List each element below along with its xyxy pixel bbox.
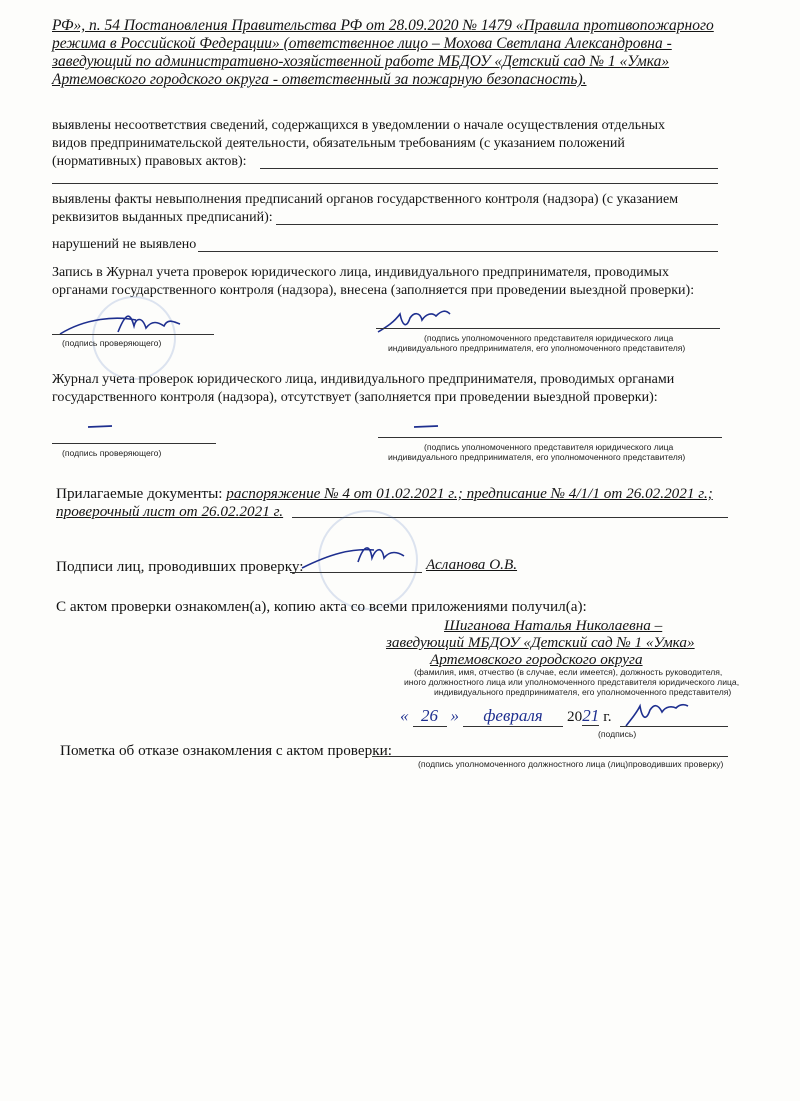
refusal-fill-line <box>372 756 728 757</box>
inspector-signature-caption-1: (подпись проверяющего) <box>62 338 162 348</box>
intro-paragraph <box>52 17 752 89</box>
intro-line-1: РФ», п. 54 Постановления Правительства РФ от 28.09.2020 № 1479 «Правила противопожарного <box>52 17 714 34</box>
refusal-label: Пометка об отказе ознакомления с актом проверки: <box>60 742 392 759</box>
attached-docs-value-1: распоряжение № 4 от 01.02.2021 г.; предписание № 4/1/1 от 26.02.2021 г.; <box>226 485 713 502</box>
inspector-signature-line-2 <box>52 443 216 444</box>
date-open-quote: « <box>400 706 409 725</box>
representative-caption-2a: (подпись уполномоченного представителя юридического лица <box>424 442 674 452</box>
representative-caption-1a: (подпись уполномоченного представителя юридического лица <box>424 333 674 343</box>
recipient-name-line-1: Шиганова Наталья Николаевна – <box>444 617 663 634</box>
intro-line-4: Артемовского городского округа - ответственный за пожарную безопасность). <box>52 71 587 88</box>
date-row <box>400 706 612 730</box>
unfulfilled-fill-line <box>276 224 718 225</box>
discrepancies-line-1: выявлены несоответствия сведений, содержащихся в уведомлении о начале осуществления отдельных <box>52 118 665 133</box>
no-violations-fill-line <box>198 251 718 252</box>
date-day: 26 <box>413 706 447 727</box>
attached-docs-row <box>56 485 713 502</box>
recipient-signature-line <box>620 726 728 727</box>
date-year-prefix: 20 <box>567 708 583 725</box>
recipient-sign-caption: (подпись) <box>598 729 637 739</box>
recipient-caption-2: иного должностного лица или уполномоченного представителя юридического лица, <box>404 677 740 687</box>
signer-name: Асланова О.В. <box>426 556 518 573</box>
attached-docs-value-2: проверочный лист от 26.02.2021 г. <box>56 503 284 520</box>
unfulfilled-line-2: реквизитов выданных предписаний): <box>52 210 273 225</box>
date-close-quote: » <box>450 706 459 725</box>
discrepancies-line-3: (нормативных) правовых актов): <box>52 154 247 169</box>
journal-absent-line-2: государственного контроля (надзора), отсутствует (заполняется при проведении выездной проверки): <box>52 390 658 405</box>
unfulfilled-line-1: выявлены факты невыполнения предписаний органов государственного контроля (надзора) (с указанием <box>52 192 679 207</box>
dash-mark-left <box>86 424 116 430</box>
inspector-signature-3 <box>300 538 430 572</box>
discrepancies-line-2: видов предпринимательской деятельности, обязательным требованиям (с указанием положений <box>52 136 625 151</box>
representative-signature-line-1 <box>376 328 720 329</box>
date-year-suffix: 21 <box>582 706 600 725</box>
journal-absent-line-1: Журнал учета проверок юридического лица, индивидуального предпринимателя, проводимых органами <box>52 372 675 387</box>
recipient-caption-3: индивидуального предпринимателя, его уполномоченного представителя) <box>434 687 732 697</box>
representative-signature-1 <box>376 306 466 336</box>
intro-line-2: режима в Российской Федерации» (ответственное лицо – Мохова Светлана Александровна - <box>52 35 672 52</box>
no-violations-text: нарушений не выявлено <box>52 237 197 252</box>
acknowledgement-label: С актом проверки ознакомлен(а), копию акта со всеми приложениями получил(а): <box>56 598 587 615</box>
inspector-signature-caption-2: (подпись проверяющего) <box>62 448 162 458</box>
discrepancies-fill-line-2 <box>52 183 718 184</box>
journal-entry-line-2: органами государственного контроля (надзора), внесена (заполняется при проведении выездной проверки): <box>52 283 695 298</box>
dash-mark-right <box>412 424 442 430</box>
inspector-signature-line-1 <box>52 334 214 335</box>
recipient-caption-1: (фамилия, имя, отчество (в случае, если имеется), должность руководителя, <box>414 667 723 677</box>
recipient-name-line-3: Артемовского городского округа <box>430 651 643 668</box>
date-year-g: г. <box>603 708 612 725</box>
discrepancies-fill-line <box>260 168 718 169</box>
recipient-name-line-2: заведующий МБДОУ «Детский сад № 1 «Умка» <box>386 634 695 651</box>
refusal-caption: (подпись уполномоченного должностного лица (лиц)проводивших проверку) <box>418 759 724 769</box>
representative-signature-line-2 <box>378 437 722 438</box>
intro-line-3: заведующий по административно-хозяйственной работе МБДОУ «Детский сад № 1 «Умка» <box>52 53 670 70</box>
signers-label: Подписи лиц, проводивших проверку: <box>56 558 304 575</box>
attached-docs-label: Прилагаемые документы: <box>56 485 223 502</box>
signers-signature-line <box>290 572 422 573</box>
representative-caption-1b: индивидуального предпринимателя, его уполномоченного представителя) <box>388 343 686 353</box>
date-month: февраля <box>463 706 563 727</box>
journal-entry-line-1: Запись в Журнал учета проверок юридического лица, индивидуального предпринимателя, проводимых <box>52 265 669 280</box>
representative-caption-2b: индивидуального предпринимателя, его уполномоченного представителя) <box>388 452 686 462</box>
